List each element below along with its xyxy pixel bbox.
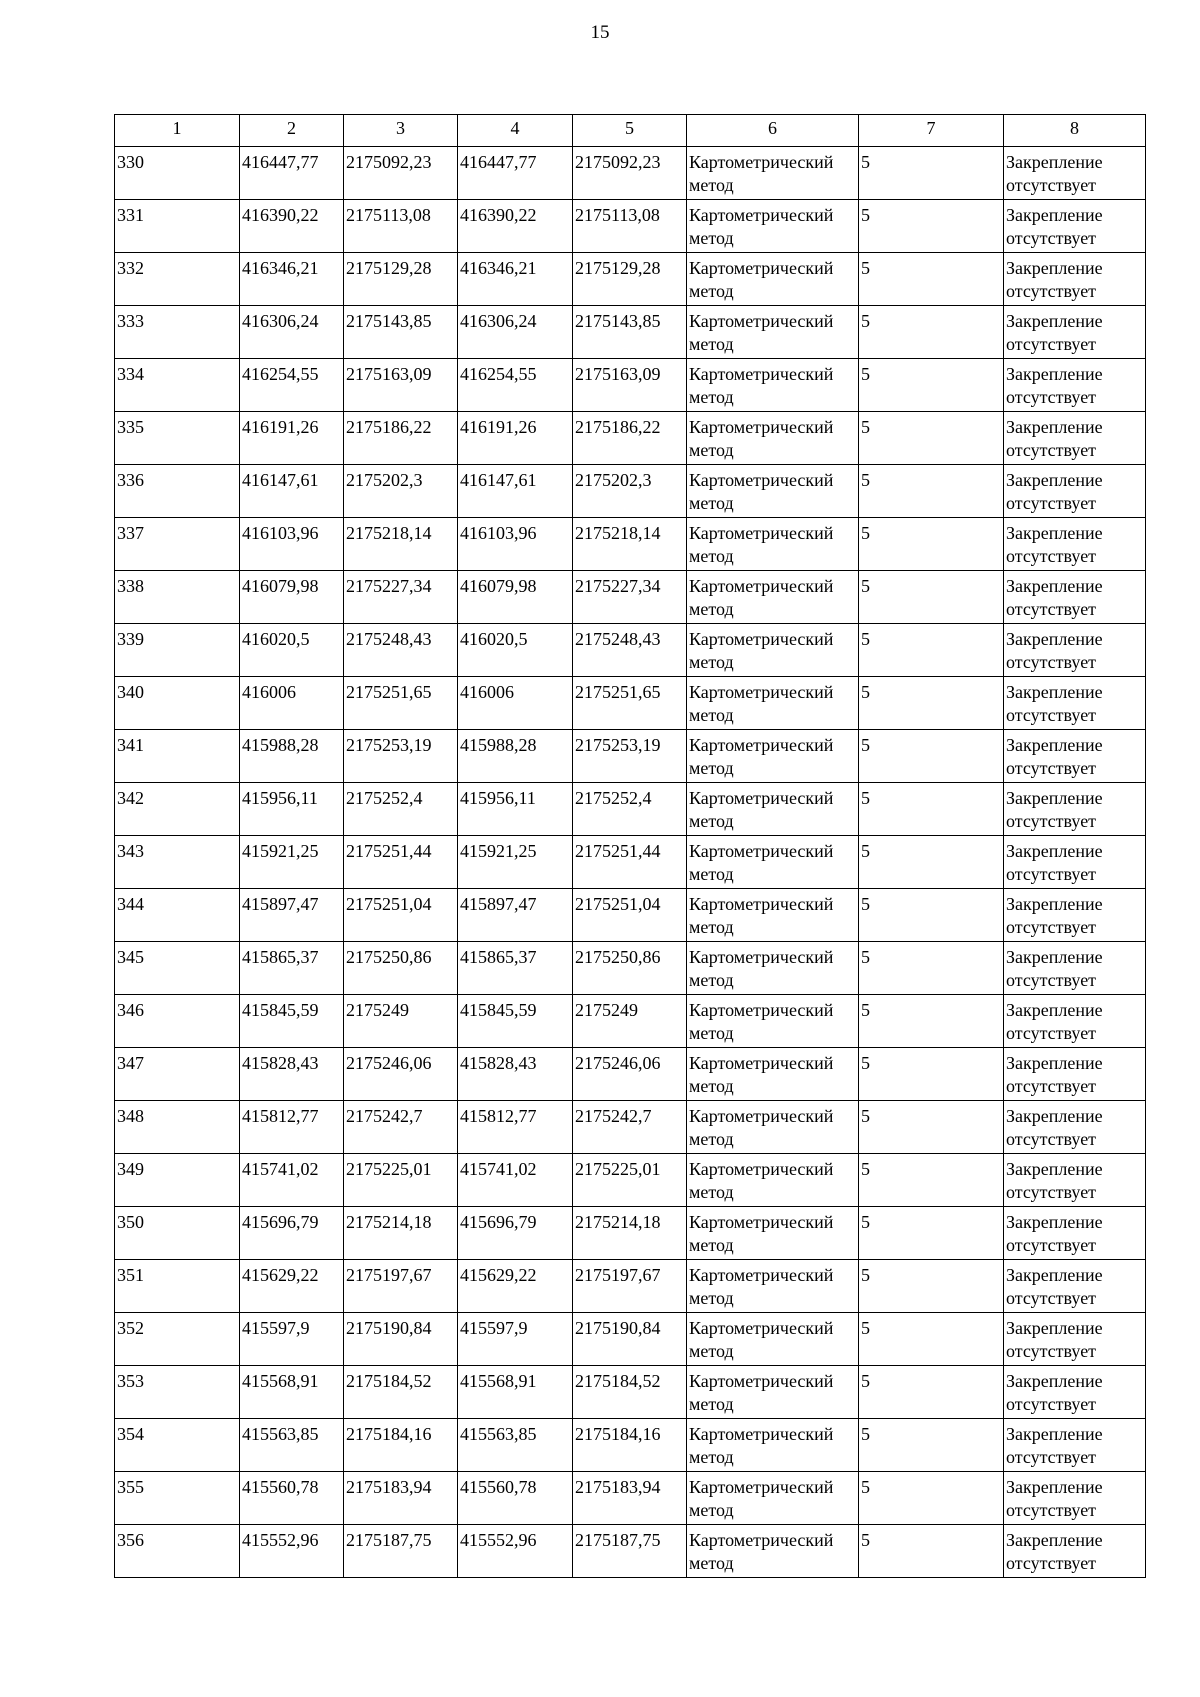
accuracy-cell: 5: [859, 147, 1004, 200]
x-old-cell: 416254,55: [240, 359, 344, 412]
method-cell: Картометрический метод: [687, 571, 859, 624]
y-new-cell: 2175163,09: [573, 359, 687, 412]
point-number-cell: 356: [115, 1525, 240, 1578]
y-new-cell: 2175253,19: [573, 730, 687, 783]
table-row: [115, 571, 1146, 624]
accuracy-cell: 5: [859, 624, 1004, 677]
marking-cell: Закрепление отсутствует: [1004, 1101, 1146, 1154]
y-old-cell: 2175186,22: [344, 412, 458, 465]
accuracy-cell: 5: [859, 571, 1004, 624]
accuracy-cell: 5: [859, 253, 1004, 306]
x-old-cell: 416447,77: [240, 147, 344, 200]
x-old-cell: 416390,22: [240, 200, 344, 253]
point-number-cell: 333: [115, 306, 240, 359]
marking-cell: Закрепление отсутствует: [1004, 306, 1146, 359]
accuracy-cell: 5: [859, 1048, 1004, 1101]
marking-cell: Закрепление отсутствует: [1004, 1313, 1146, 1366]
y-new-cell: 2175251,44: [573, 836, 687, 889]
point-number-cell: 345: [115, 942, 240, 995]
x-new-cell: 416447,77: [458, 147, 573, 200]
marking-cell: Закрепление отсутствует: [1004, 412, 1146, 465]
accuracy-cell: 5: [859, 359, 1004, 412]
method-cell: Картометрический метод: [687, 1154, 859, 1207]
point-number-cell: 353: [115, 1366, 240, 1419]
point-number-cell: 346: [115, 995, 240, 1048]
x-new-cell: 415568,91: [458, 1366, 573, 1419]
marking-cell: Закрепление отсутствует: [1004, 1260, 1146, 1313]
point-number-cell: 337: [115, 518, 240, 571]
x-old-cell: 416006: [240, 677, 344, 730]
x-old-cell: 415741,02: [240, 1154, 344, 1207]
accuracy-cell: 5: [859, 730, 1004, 783]
x-old-cell: 415956,11: [240, 783, 344, 836]
page-number: 15: [590, 22, 610, 43]
y-new-cell: 2175246,06: [573, 1048, 687, 1101]
y-old-cell: 2175251,44: [344, 836, 458, 889]
x-old-cell: 416306,24: [240, 306, 344, 359]
marking-cell: Закрепление отсутствует: [1004, 730, 1146, 783]
x-old-cell: 415828,43: [240, 1048, 344, 1101]
accuracy-cell: 5: [859, 995, 1004, 1048]
x-new-cell: 416254,55: [458, 359, 573, 412]
x-old-cell: 416103,96: [240, 518, 344, 571]
accuracy-cell: 5: [859, 889, 1004, 942]
method-cell: Картометрический метод: [687, 677, 859, 730]
method-cell: Картометрический метод: [687, 1366, 859, 1419]
y-old-cell: 2175249: [344, 995, 458, 1048]
method-cell: Картометрический метод: [687, 1419, 859, 1472]
x-new-cell: 416147,61: [458, 465, 573, 518]
x-old-cell: 415568,91: [240, 1366, 344, 1419]
y-new-cell: 2175183,94: [573, 1472, 687, 1525]
point-number-cell: 338: [115, 571, 240, 624]
x-new-cell: 415828,43: [458, 1048, 573, 1101]
y-old-cell: 2175190,84: [344, 1313, 458, 1366]
x-new-cell: 415921,25: [458, 836, 573, 889]
marking-cell: Закрепление отсутствует: [1004, 200, 1146, 253]
point-number-cell: 331: [115, 200, 240, 253]
y-old-cell: 2175113,08: [344, 200, 458, 253]
accuracy-cell: 5: [859, 783, 1004, 836]
table-row: [115, 783, 1146, 836]
method-cell: Картометрический метод: [687, 1260, 859, 1313]
y-old-cell: 2175143,85: [344, 306, 458, 359]
marking-cell: Закрепление отсутствует: [1004, 465, 1146, 518]
table-row: [115, 995, 1146, 1048]
x-old-cell: 415921,25: [240, 836, 344, 889]
accuracy-cell: 5: [859, 200, 1004, 253]
point-number-cell: 352: [115, 1313, 240, 1366]
x-new-cell: 416191,26: [458, 412, 573, 465]
point-number-cell: 351: [115, 1260, 240, 1313]
point-number-cell: 343: [115, 836, 240, 889]
accuracy-cell: 5: [859, 1472, 1004, 1525]
y-new-cell: 2175143,85: [573, 306, 687, 359]
y-new-cell: 2175092,23: [573, 147, 687, 200]
y-new-cell: 2175249: [573, 995, 687, 1048]
point-number-cell: 334: [115, 359, 240, 412]
accuracy-cell: 5: [859, 465, 1004, 518]
marking-cell: Закрепление отсутствует: [1004, 624, 1146, 677]
y-old-cell: 2175092,23: [344, 147, 458, 200]
marking-cell: Закрепление отсутствует: [1004, 1207, 1146, 1260]
accuracy-cell: 5: [859, 1207, 1004, 1260]
marking-cell: Закрепление отсутствует: [1004, 783, 1146, 836]
y-old-cell: 2175225,01: [344, 1154, 458, 1207]
y-old-cell: 2175163,09: [344, 359, 458, 412]
y-old-cell: 2175183,94: [344, 1472, 458, 1525]
accuracy-cell: 5: [859, 1419, 1004, 1472]
table-row: [115, 836, 1146, 889]
marking-cell: Закрепление отсутствует: [1004, 571, 1146, 624]
point-number-cell: 347: [115, 1048, 240, 1101]
y-old-cell: 2175184,16: [344, 1419, 458, 1472]
x-old-cell: 415597,9: [240, 1313, 344, 1366]
y-new-cell: 2175225,01: [573, 1154, 687, 1207]
method-cell: Картометрический метод: [687, 889, 859, 942]
accuracy-cell: 5: [859, 677, 1004, 730]
marking-cell: Закрепление отсутствует: [1004, 677, 1146, 730]
accuracy-cell: 5: [859, 1525, 1004, 1578]
accuracy-cell: 5: [859, 1366, 1004, 1419]
x-new-cell: 415741,02: [458, 1154, 573, 1207]
y-new-cell: 2175227,34: [573, 571, 687, 624]
x-new-cell: 415865,37: [458, 942, 573, 995]
method-cell: Картометрический метод: [687, 518, 859, 571]
method-cell: Картометрический метод: [687, 465, 859, 518]
method-cell: Картометрический метод: [687, 253, 859, 306]
marking-cell: Закрепление отсутствует: [1004, 1525, 1146, 1578]
table-row: [115, 359, 1146, 412]
y-old-cell: 2175252,4: [344, 783, 458, 836]
table-row: [115, 518, 1146, 571]
column-header-7: 7: [859, 115, 1004, 147]
x-new-cell: 415563,85: [458, 1419, 573, 1472]
method-cell: Картометрический метод: [687, 942, 859, 995]
table-row: [115, 889, 1146, 942]
table-row: [115, 1419, 1146, 1472]
method-cell: Картометрический метод: [687, 359, 859, 412]
table-row: [115, 1366, 1146, 1419]
point-number-cell: 335: [115, 412, 240, 465]
y-old-cell: 2175184,52: [344, 1366, 458, 1419]
y-old-cell: 2175248,43: [344, 624, 458, 677]
column-header-2: 2: [240, 115, 344, 147]
point-number-cell: 348: [115, 1101, 240, 1154]
x-new-cell: 415845,59: [458, 995, 573, 1048]
x-new-cell: 416103,96: [458, 518, 573, 571]
table-row: [115, 1313, 1146, 1366]
x-new-cell: 416079,98: [458, 571, 573, 624]
table-row: [115, 1154, 1146, 1207]
accuracy-cell: 5: [859, 412, 1004, 465]
y-new-cell: 2175252,4: [573, 783, 687, 836]
table-row: [115, 1101, 1146, 1154]
accuracy-cell: 5: [859, 1101, 1004, 1154]
x-new-cell: 415956,11: [458, 783, 573, 836]
table-row: [115, 1260, 1146, 1313]
x-new-cell: 416390,22: [458, 200, 573, 253]
column-header-3: 3: [344, 115, 458, 147]
y-old-cell: 2175218,14: [344, 518, 458, 571]
x-old-cell: 416079,98: [240, 571, 344, 624]
accuracy-cell: 5: [859, 1154, 1004, 1207]
marking-cell: Закрепление отсутствует: [1004, 1419, 1146, 1472]
y-old-cell: 2175253,19: [344, 730, 458, 783]
table-row: [115, 1525, 1146, 1578]
method-cell: Картометрический метод: [687, 730, 859, 783]
x-new-cell: 415552,96: [458, 1525, 573, 1578]
y-old-cell: 2175250,86: [344, 942, 458, 995]
table-body: [115, 147, 1146, 1578]
table-row: [115, 200, 1146, 253]
table-row: [115, 412, 1146, 465]
marking-cell: Закрепление отсутствует: [1004, 253, 1146, 306]
method-cell: Картометрический метод: [687, 412, 859, 465]
y-old-cell: 2175251,04: [344, 889, 458, 942]
y-new-cell: 2175113,08: [573, 200, 687, 253]
x-new-cell: 415629,22: [458, 1260, 573, 1313]
method-cell: Картометрический метод: [687, 1313, 859, 1366]
marking-cell: Закрепление отсутствует: [1004, 1472, 1146, 1525]
x-new-cell: 415897,47: [458, 889, 573, 942]
table-row: [115, 253, 1146, 306]
table-row: [115, 677, 1146, 730]
x-old-cell: 415629,22: [240, 1260, 344, 1313]
y-new-cell: 2175197,67: [573, 1260, 687, 1313]
x-new-cell: 415988,28: [458, 730, 573, 783]
y-new-cell: 2175251,04: [573, 889, 687, 942]
y-new-cell: 2175242,7: [573, 1101, 687, 1154]
y-old-cell: 2175242,7: [344, 1101, 458, 1154]
y-new-cell: 2175202,3: [573, 465, 687, 518]
point-number-cell: 354: [115, 1419, 240, 1472]
y-old-cell: 2175187,75: [344, 1525, 458, 1578]
table-row: [115, 1207, 1146, 1260]
x-old-cell: 415552,96: [240, 1525, 344, 1578]
point-number-cell: 349: [115, 1154, 240, 1207]
method-cell: Картометрический метод: [687, 624, 859, 677]
point-number-cell: 341: [115, 730, 240, 783]
method-cell: Картометрический метод: [687, 1525, 859, 1578]
y-old-cell: 2175227,34: [344, 571, 458, 624]
x-old-cell: 415696,79: [240, 1207, 344, 1260]
method-cell: Картометрический метод: [687, 306, 859, 359]
column-header-5: 5: [573, 115, 687, 147]
method-cell: Картометрический метод: [687, 783, 859, 836]
coordinates-table: [114, 114, 1146, 1578]
accuracy-cell: 5: [859, 836, 1004, 889]
accuracy-cell: 5: [859, 1260, 1004, 1313]
table-row: [115, 1472, 1146, 1525]
y-new-cell: 2175184,52: [573, 1366, 687, 1419]
marking-cell: Закрепление отсутствует: [1004, 518, 1146, 571]
y-new-cell: 2175251,65: [573, 677, 687, 730]
point-number-cell: 336: [115, 465, 240, 518]
table-row: [115, 465, 1146, 518]
marking-cell: Закрепление отсутствует: [1004, 995, 1146, 1048]
x-old-cell: 415897,47: [240, 889, 344, 942]
x-new-cell: 415696,79: [458, 1207, 573, 1260]
x-new-cell: 416306,24: [458, 306, 573, 359]
y-new-cell: 2175190,84: [573, 1313, 687, 1366]
point-number-cell: 350: [115, 1207, 240, 1260]
table-row: [115, 147, 1146, 200]
x-new-cell: 416006: [458, 677, 573, 730]
y-new-cell: 2175187,75: [573, 1525, 687, 1578]
method-cell: Картометрический метод: [687, 836, 859, 889]
table-row: [115, 942, 1146, 995]
marking-cell: Закрепление отсутствует: [1004, 836, 1146, 889]
y-new-cell: 2175248,43: [573, 624, 687, 677]
marking-cell: Закрепление отсутствует: [1004, 1048, 1146, 1101]
method-cell: Картометрический метод: [687, 200, 859, 253]
y-new-cell: 2175218,14: [573, 518, 687, 571]
y-old-cell: 2175197,67: [344, 1260, 458, 1313]
x-new-cell: 416020,5: [458, 624, 573, 677]
x-old-cell: 416020,5: [240, 624, 344, 677]
method-cell: Картометрический метод: [687, 1048, 859, 1101]
accuracy-cell: 5: [859, 1313, 1004, 1366]
method-cell: Картометрический метод: [687, 1472, 859, 1525]
x-old-cell: 415560,78: [240, 1472, 344, 1525]
y-new-cell: 2175184,16: [573, 1419, 687, 1472]
point-number-cell: 339: [115, 624, 240, 677]
x-old-cell: 416191,26: [240, 412, 344, 465]
y-old-cell: 2175202,3: [344, 465, 458, 518]
table-row: [115, 624, 1146, 677]
x-old-cell: 415812,77: [240, 1101, 344, 1154]
table-row: [115, 306, 1146, 359]
x-old-cell: 415865,37: [240, 942, 344, 995]
marking-cell: Закрепление отсутствует: [1004, 147, 1146, 200]
method-cell: Картометрический метод: [687, 1207, 859, 1260]
x-old-cell: 415988,28: [240, 730, 344, 783]
table-row: [115, 1048, 1146, 1101]
y-new-cell: 2175129,28: [573, 253, 687, 306]
x-new-cell: 415597,9: [458, 1313, 573, 1366]
y-old-cell: 2175246,06: [344, 1048, 458, 1101]
x-new-cell: 416346,21: [458, 253, 573, 306]
header-row: [115, 115, 1146, 147]
point-number-cell: 342: [115, 783, 240, 836]
table-row: [115, 730, 1146, 783]
column-header-4: 4: [458, 115, 573, 147]
y-new-cell: 2175186,22: [573, 412, 687, 465]
marking-cell: Закрепление отсутствует: [1004, 359, 1146, 412]
x-new-cell: 415812,77: [458, 1101, 573, 1154]
column-header-1: 1: [115, 115, 240, 147]
y-old-cell: 2175251,65: [344, 677, 458, 730]
point-number-cell: 340: [115, 677, 240, 730]
marking-cell: Закрепление отсутствует: [1004, 942, 1146, 995]
y-old-cell: 2175129,28: [344, 253, 458, 306]
marking-cell: Закрепление отсутствует: [1004, 1366, 1146, 1419]
x-old-cell: 415845,59: [240, 995, 344, 1048]
column-header-6: 6: [687, 115, 859, 147]
marking-cell: Закрепление отсутствует: [1004, 889, 1146, 942]
accuracy-cell: 5: [859, 518, 1004, 571]
column-header-8: 8: [1004, 115, 1146, 147]
point-number-cell: 330: [115, 147, 240, 200]
point-number-cell: 344: [115, 889, 240, 942]
accuracy-cell: 5: [859, 942, 1004, 995]
y-old-cell: 2175214,18: [344, 1207, 458, 1260]
marking-cell: Закрепление отсутствует: [1004, 1154, 1146, 1207]
method-cell: Картометрический метод: [687, 147, 859, 200]
accuracy-cell: 5: [859, 306, 1004, 359]
y-new-cell: 2175214,18: [573, 1207, 687, 1260]
method-cell: Картометрический метод: [687, 995, 859, 1048]
point-number-cell: 332: [115, 253, 240, 306]
point-number-cell: 355: [115, 1472, 240, 1525]
method-cell: Картометрический метод: [687, 1101, 859, 1154]
x-old-cell: 416147,61: [240, 465, 344, 518]
y-new-cell: 2175250,86: [573, 942, 687, 995]
x-old-cell: 415563,85: [240, 1419, 344, 1472]
x-new-cell: 415560,78: [458, 1472, 573, 1525]
x-old-cell: 416346,21: [240, 253, 344, 306]
